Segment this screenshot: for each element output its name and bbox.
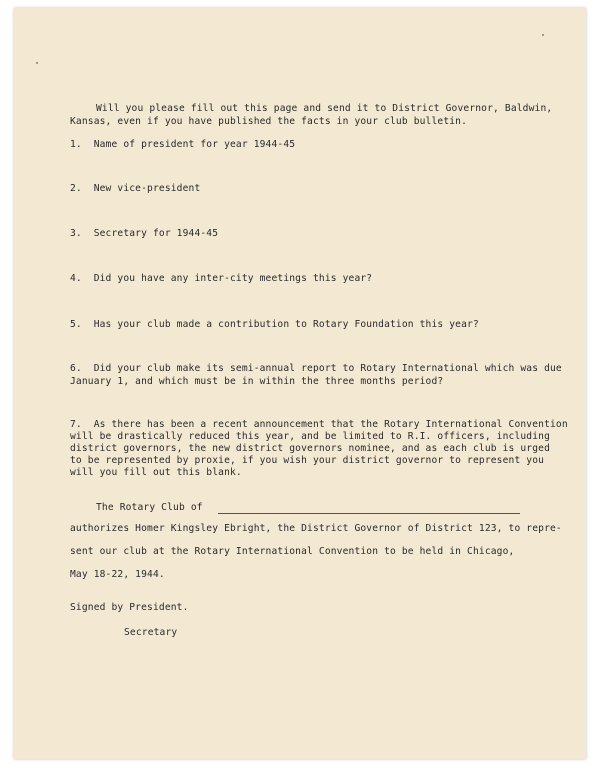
- club-name-label: The Rotary Club of: [96, 502, 203, 513]
- question-6-line-2: January 1, and which must be in within the three months period?: [70, 376, 444, 387]
- question-3: 3. Secretary for 1944-45: [70, 228, 219, 239]
- club-name-blank[interactable]: [218, 513, 520, 514]
- question-7-line-4: to be represented by proxie, if you wish your district governor to represent you: [70, 455, 545, 466]
- question-7-line-5: will you fill out this blank.: [70, 467, 242, 478]
- paper-speck: [36, 62, 38, 64]
- proxy-line-1: authorizes Homer Kingsley Ebright, the District Governor of District 123, to repre-: [70, 523, 562, 534]
- question-1: 1. Name of president for year 1944-45: [70, 139, 296, 150]
- intro-line-2: Kansas, even if you have published the facts in your club bulletin.: [70, 116, 468, 127]
- proxy-line-2: sent our club at the Rotary International Convention to be held in Chicago,: [70, 546, 515, 557]
- question-5: 5. Has your club made a contribution to Rotary Foundation this year?: [70, 319, 479, 330]
- question-7-line-3: district governors, the new district governors nominee, and as each club is urged: [70, 443, 550, 454]
- paper-speck: [542, 34, 544, 36]
- proxy-line-3: May 18-22, 1944.: [70, 569, 165, 580]
- president-signature-label: Signed by President.: [70, 602, 189, 613]
- question-7-line-2: will be drastically reduced this year, and be limited to R.I. officers, including: [70, 431, 550, 442]
- intro-line-1: Will you please fill out this page and send it to District Governor, Baldwin,: [96, 103, 553, 114]
- question-6-line-1: 6. Did your club make its semi-annual report to Rotary International which was due: [70, 363, 562, 374]
- question-4: 4. Did you have any inter-city meetings this year?: [70, 273, 373, 284]
- secretary-signature-label: Secretary: [124, 627, 178, 638]
- question-7-line-1: 7. As there has been a recent announcement that the Rotary International Convention: [70, 419, 568, 430]
- question-2: 2. New vice-president: [70, 183, 201, 194]
